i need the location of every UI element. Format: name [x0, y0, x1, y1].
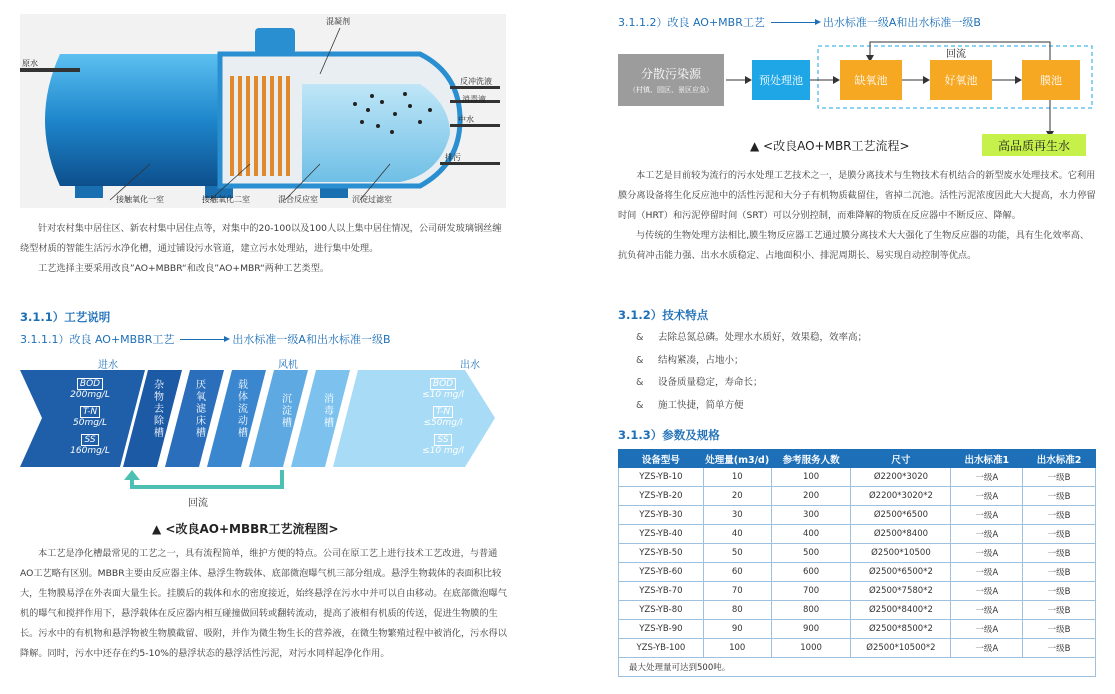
tank-label-coagulant: 混凝剂 [326, 17, 350, 26]
table-cell: YZS-YB-60 [619, 563, 704, 582]
mbbr-label-out: 出水 [460, 360, 480, 371]
table-cell: 300 [771, 506, 851, 525]
mbbr-flow-diagram [20, 352, 510, 517]
table-row [619, 563, 1096, 582]
table-cell: 90 [703, 620, 771, 639]
inflow-param-bod: BOD 200mg/L [70, 379, 110, 400]
table-cell: 一级B [1023, 639, 1096, 658]
subtitle-text: 3.1.1.1）改良 AO+MBBR工艺 [20, 333, 175, 346]
table-cell: 一级A [951, 639, 1023, 658]
tank-label-backwash: 反冲洗液 [460, 77, 492, 86]
intro-para-2: 工艺选择主要采用改良”AO+MBBR“和改良”AO+MBR“两种工艺类型。 [38, 263, 330, 274]
tank-label-mixing: 混合反应室 [278, 195, 318, 204]
table-cell: 一级B [1023, 563, 1096, 582]
table-cell: 一级B [1023, 506, 1096, 525]
table-cell: YZS-YB-80 [619, 601, 704, 620]
table-cell: Ø2500*8400 [851, 525, 951, 544]
mbr-subtitle-standard: 出水标准一级A和出水标准一级B [822, 16, 981, 29]
subtitle-standard: 出水标准一级A和出水标准一级B [232, 333, 391, 346]
table-cell: 一级A [951, 506, 1023, 525]
mbbr-label-return: 回流 [188, 498, 208, 509]
table-cell: 100 [703, 639, 771, 658]
table-cell: 1000 [771, 639, 851, 658]
table-cell: YZS-YB-40 [619, 525, 704, 544]
section-311-title: 3.1.1）工艺说明 [20, 310, 111, 324]
section-313-title: 3.1.3）参数及规格 [618, 428, 720, 442]
mbr-para-2: 与传统的生物处理方法相比,膜生物反应器工艺通过膜分离技术大大强化了生物反应器的功能，具有生化效率高、抗负荷冲击能力强、出水水质稳定、占地面积小、排泥周期长、易实现自动控制等优点。 [618, 230, 1090, 261]
table-cell: 20 [703, 487, 771, 506]
mbr-box-product: 高品质再生水 [982, 134, 1086, 156]
table-row [619, 506, 1096, 525]
table-row [619, 620, 1096, 639]
arrow-right-icon [180, 339, 228, 340]
tank-label-settling: 沉淀过滤室 [352, 195, 392, 204]
table-cell: 30 [703, 506, 771, 525]
table-cell: 一级A [951, 620, 1023, 639]
table-row [619, 468, 1096, 487]
table-cell: 10 [703, 468, 771, 487]
table-row [619, 544, 1096, 563]
inflow-param-tn: T-N 50mg/L [73, 407, 107, 428]
stage-label-4: 沉淀槽 [282, 394, 292, 429]
table-cell: Ø2200*3020 [851, 468, 951, 487]
table-cell: 200 [771, 487, 851, 506]
tank-label-inflow: 原水 [22, 59, 38, 68]
tank-label-disinfectant: 消毒液 [462, 95, 486, 104]
table-cell: 500 [771, 544, 851, 563]
table-cell: Ø2500*10500 [851, 544, 951, 563]
mbbr-label-in: 进水 [98, 360, 118, 371]
mbr-box-anoxic: 缺氧池 [840, 60, 902, 100]
section-312-title: 3.1.2）技术特点 [618, 308, 709, 322]
mbr-box-source: 分散污染源 （村镇、园区、景区应急） [618, 54, 724, 106]
table-header-row [619, 450, 1096, 468]
mbr-label-return: 回流 [946, 49, 966, 60]
table-cell: Ø2500*7580*2 [851, 582, 951, 601]
tank-cutaway-figure [20, 14, 506, 208]
col-header: 出水标准2 [1023, 450, 1096, 468]
mbr-box-aerobic: 好氧池 [930, 60, 992, 100]
section-3112-subtitle [618, 14, 981, 30]
stage-label-5: 消毒槽 [324, 394, 334, 429]
table-cell: 一级A [951, 563, 1023, 582]
table-cell: 一级B [1023, 525, 1096, 544]
table-cell: Ø2500*6500*2 [851, 563, 951, 582]
mbbr-label-air: 风机 [278, 360, 298, 371]
outflow-param-tn: T-N ≤50mg/l [423, 407, 463, 428]
table-footer-note: 最大处理量可达到500吨。 [619, 658, 1096, 677]
spec-table [618, 449, 1096, 677]
mbbr-flow-caption: ▲ <改良AO+MBBR工艺流程图> [152, 522, 339, 536]
intro-text [20, 219, 508, 279]
table-row [619, 582, 1096, 601]
list-item: & 去除总氮总磷。处理水水质好，效果稳，效率高； [636, 332, 868, 343]
outflow-param-ss: SS ≤10 mg/l [422, 435, 464, 456]
table-cell: 一级A [951, 525, 1023, 544]
table-cell: YZS-YB-30 [619, 506, 704, 525]
table-cell: 一级B [1023, 544, 1096, 563]
list-item: & 设备质量稳定，寿命长； [636, 377, 763, 388]
table-cell: 一级B [1023, 601, 1096, 620]
table-row [619, 487, 1096, 506]
table-cell: 一级B [1023, 487, 1096, 506]
col-header: 出水标准1 [951, 450, 1023, 468]
table-cell: 600 [771, 563, 851, 582]
stage-label-3: 载体流动槽 [238, 380, 248, 439]
stage-label-2: 厌氧滤床槽 [196, 380, 206, 439]
table-row [619, 601, 1096, 620]
table-cell: 400 [771, 525, 851, 544]
stage-label-1: 杂物去除槽 [154, 380, 164, 439]
col-header: 设备型号 [619, 450, 704, 468]
table-cell: 70 [703, 582, 771, 601]
col-header: 处理量(m3/d) [703, 450, 771, 468]
table-cell: 800 [771, 601, 851, 620]
mbr-description [618, 166, 1096, 266]
return-arrowhead [124, 470, 140, 480]
table-row [619, 639, 1096, 658]
outflow-params [408, 379, 478, 457]
table-cell: YZS-YB-70 [619, 582, 704, 601]
mbr-para-1: 本工艺是目前较为流行的污水处理工艺技术之一，是膜分离技术与生物技术有机结合的新型废水处理技术。它利用膜分离设备将生化反应池中的活性污泥和大分子有机物质截留住，省掉二沉池。活性污泥浓度因此大大提高，水力停留时间（HRT）和污泥停留时间（SRT）可以分别控制，而难降解的物质在反应器中不断反应、降解。 [618, 170, 1096, 221]
table-cell: YZS-YB-90 [619, 620, 704, 639]
table-cell: 一级A [951, 544, 1023, 563]
table-cell: 一级A [951, 468, 1023, 487]
arrow-right-icon [771, 22, 819, 23]
table-cell: 80 [703, 601, 771, 620]
list-item: & 结构紧凑，占地小； [636, 354, 744, 366]
section-3111-subtitle [20, 331, 391, 347]
inflow-params [50, 379, 130, 457]
return-line [132, 470, 282, 487]
table-cell: Ø2500*10500*2 [851, 639, 951, 658]
table-cell: YZS-YB-100 [619, 639, 704, 658]
tank-label-mid-water: 中水 [458, 115, 474, 124]
table-cell: Ø2200*3020*2 [851, 487, 951, 506]
spec-table-body [619, 468, 1096, 658]
tank-label-chamber2: 接触氧化二室 [202, 195, 250, 204]
table-cell: 一级A [951, 487, 1023, 506]
table-cell: 一级A [951, 601, 1023, 620]
mbr-subtitle-text: 3.1.1.2）改良 AO+MBR工艺 [618, 16, 765, 29]
table-row [619, 525, 1096, 544]
mbr-box-pretreat: 预处理池 [752, 60, 810, 100]
table-cell: 60 [703, 563, 771, 582]
table-cell: YZS-YB-10 [619, 468, 704, 487]
inflow-param-ss: SS 160mg/L [70, 435, 110, 456]
table-cell: 一级A [951, 582, 1023, 601]
table-cell: 700 [771, 582, 851, 601]
table-cell: 一级B [1023, 620, 1096, 639]
table-cell: 40 [703, 525, 771, 544]
intro-para-1: 针对农村集中居住区、新农村集中居住点等，对集中的20-100以及100人以上集中居住情况，公司研发玻璃钢丝缠绕型材质的智能生活污水净化槽，通过铺设污水管道，建立污水处理站，进行集中处理。 [20, 223, 502, 254]
table-cell: 50 [703, 544, 771, 563]
table-cell: 100 [771, 468, 851, 487]
mbr-box-membrane: 膜池 [1022, 60, 1080, 100]
outflow-param-bod: BOD ≤10 mg/l [422, 379, 464, 400]
tank-label-chamber1: 接触氧化一室 [116, 195, 164, 204]
mbbr-description [20, 544, 508, 664]
table-footer-row [619, 658, 1096, 677]
table-cell: Ø2500*8500*2 [851, 620, 951, 639]
tank-label-sludge-out: 排污 [445, 153, 461, 162]
col-header: 参考服务人数 [771, 450, 851, 468]
table-cell: 一级B [1023, 468, 1096, 487]
col-header: 尺寸 [851, 450, 951, 468]
list-item: & 施工快捷，简单方便 [636, 399, 744, 411]
table-cell: YZS-YB-50 [619, 544, 704, 563]
mbbr-para: 本工艺是净化槽最常见的工艺之一，具有流程简单，维护方便的特点。公司在原工艺上进行技术工艺改进，与普通AO工艺略有区别。MBBR主要由反应器主体、悬浮生物载体、底部微泡曝气机三部分组成。悬浮生物载体的表面积比较大，生物膜易浮在外表面大量生长。挂膜后的载体和水的密度接近，始终悬浮在污水中并可以自由移动。在底部微泡曝气机的曝气和搅拌作用下，悬浮载体在反应器内相互碰撞做回转或翻转流动，提高了液相有机质的传送，促进生物膜的生长。污水中的有机物和悬浮物被生物膜截留、吸附，并作为微生物生长的营养液，在微生物繁殖过程中被消化，污水得以降解。同时，污水中还存在约5-10%的悬浮状态的悬浮活性污泥，对污水同样起净化作用。 [20, 548, 507, 659]
tank-illustration [20, 14, 506, 208]
table-cell: YZS-YB-20 [619, 487, 704, 506]
mbr-flow-caption: ▲ <改良AO+MBR工艺流程> [750, 139, 910, 153]
table-cell: Ø2500*8400*2 [851, 601, 951, 620]
table-cell: 一级B [1023, 582, 1096, 601]
table-cell: 900 [771, 620, 851, 639]
feature-list [636, 327, 1076, 417]
table-cell: Ø2500*6500 [851, 506, 951, 525]
